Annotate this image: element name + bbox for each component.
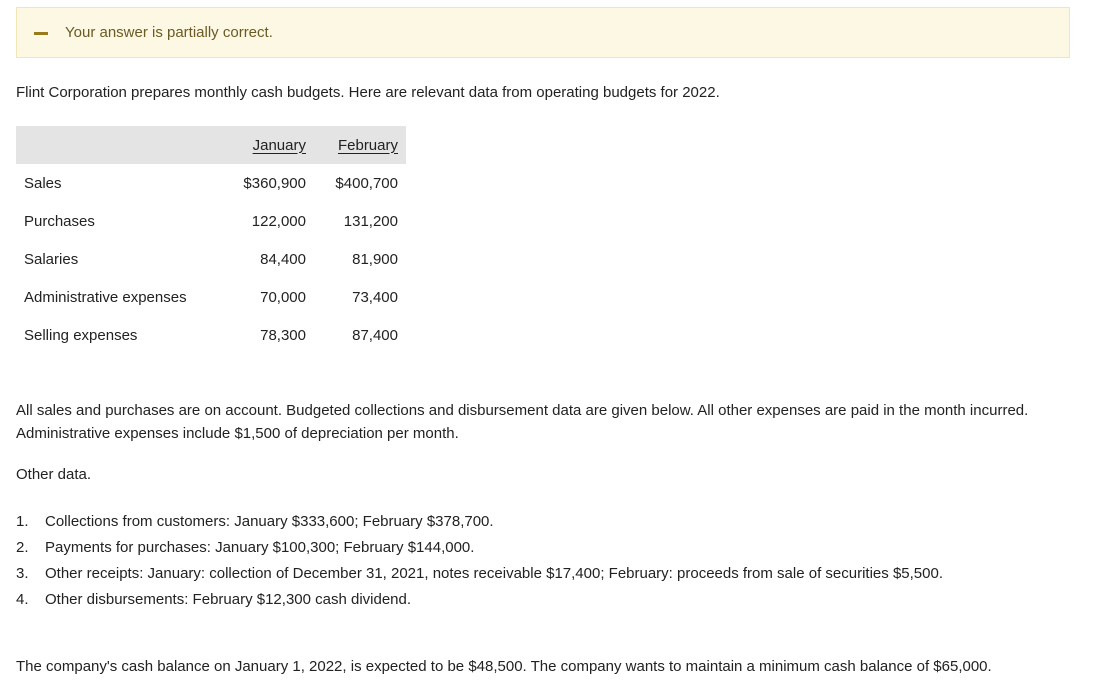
closing-statement: The company's cash balance on January 1, 2022, is expected to be $48,500. The company wants to maintain a minimum cash balance of $65,000. [16,658,992,675]
problem-intro: Flint Corporation prepares monthly cash budgets. Here are relevant data from operating budgets for 2022. [16,84,720,101]
partial-indicator-icon [34,32,48,35]
row-label: Salaries [24,250,79,268]
table-header-row [16,126,406,164]
list-item [16,587,943,613]
list-text: Other receipts: January: collection of December 31, 2021, notes receivable $17,400; February: proceeds from sale of securities $5,500. [45,565,943,582]
list-item [16,535,943,561]
february-value: 73,400 [352,288,398,306]
table-row [16,202,406,240]
february-value: $400,700 [335,174,398,192]
january-value: $360,900 [243,174,306,192]
other-data-list [16,509,943,613]
list-number: 2. [16,539,29,556]
budget-table [16,126,406,354]
header-january [214,126,306,164]
january-value: 70,000 [260,288,306,306]
feedback-banner [16,7,1070,58]
row-label: Sales [24,174,62,192]
header-february [306,126,406,164]
february-value: 87,400 [352,326,398,344]
february-value: 81,900 [352,250,398,268]
list-text: Collections from customers: January $333,600; February $378,700. [45,513,494,530]
list-text: Other disbursements: February $12,300 cash dividend. [45,591,412,608]
list-item [16,561,943,587]
list-number: 1. [16,513,29,530]
other-data-label: Other data. [16,466,92,483]
january-value: 122,000 [251,212,306,230]
february-value: 131,200 [343,212,398,230]
header-february-label: February [337,136,398,154]
list-number: 4. [16,591,29,608]
table-row [16,316,406,354]
row-label: Selling expenses [24,326,138,344]
header-january-label: January [252,136,306,154]
table-row [16,278,406,316]
feedback-message: Your answer is partially correct. [65,24,273,41]
january-value: 84,400 [260,250,306,268]
list-number: 3. [16,565,29,582]
table-row [16,164,406,202]
list-text: Payments for purchases: January $100,300; February $144,000. [45,539,475,556]
table-row [16,240,406,278]
header-blank [16,126,214,164]
row-label: Purchases [24,212,95,230]
list-item [16,509,943,535]
row-label: Administrative expenses [24,288,187,306]
january-value: 78,300 [260,326,306,344]
description-paragraph: All sales and purchases are on account. Budgeted collections and disbursement data are given below. All other expenses are paid in the month incurred. Administrative expenses include $1,500 of depreciation per month. [16,402,1029,442]
